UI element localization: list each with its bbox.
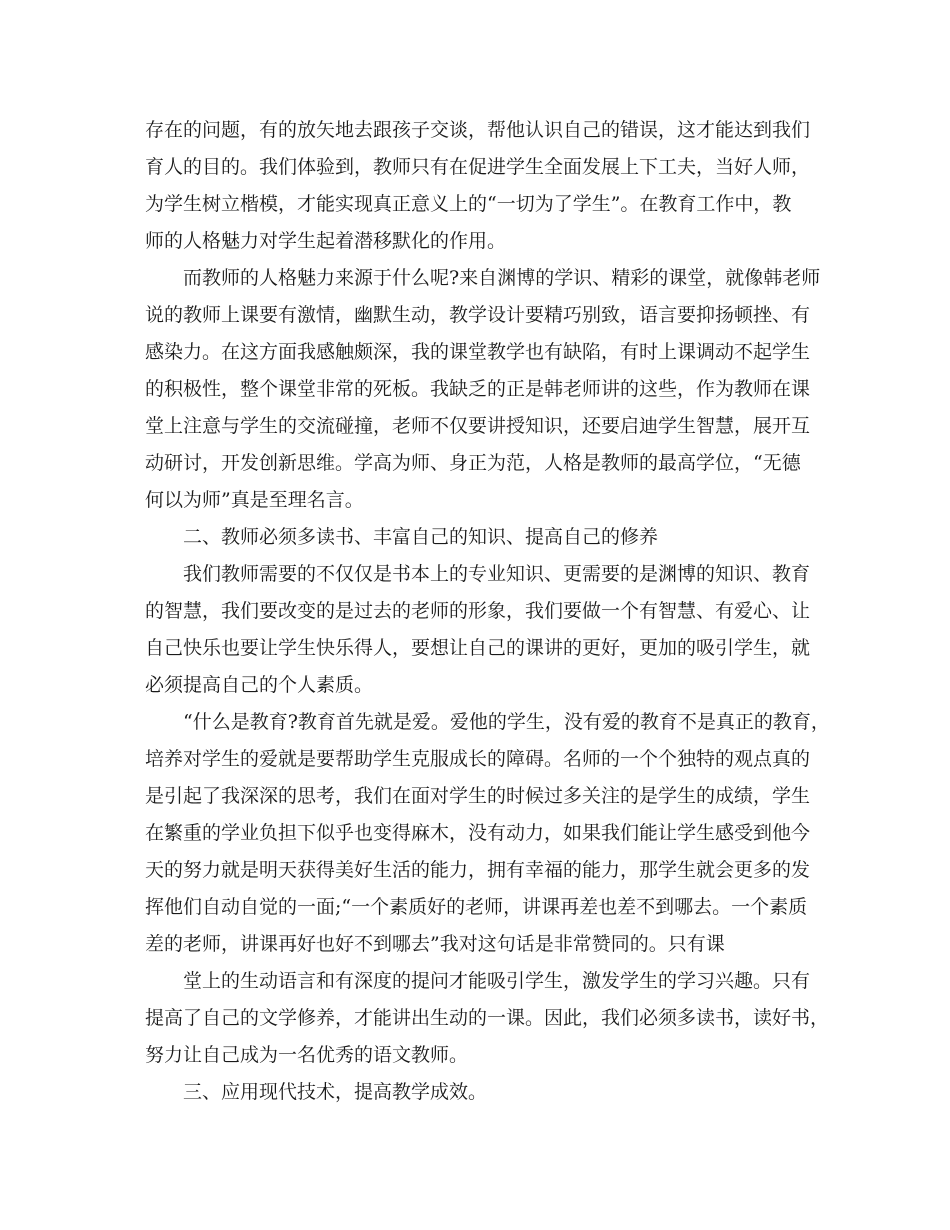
text-line: 自己快乐也要让学生快乐得人，要想让自己的课讲的更好，更加的吸引学生，就 xyxy=(145,637,811,659)
text-line: 为学生树立楷模，才能实现真正意义上的“一切为了学生”。在教育工作中，教 xyxy=(145,193,792,215)
text-line: 存在的问题，有的放矢地去跟孩子交谈，帮他认识自己的错误，这才能达到我们 xyxy=(145,119,811,141)
text-line: 在繁重的学业负担下似乎也变得麻木，没有动力，如果我们能让学生感受到他今 xyxy=(145,822,811,844)
text-line: 天的努力就是明天获得美好生活的能力，拥有幸福的能力，那学生就会更多的发 xyxy=(145,859,811,881)
text-line: 堂上注意与学生的交流碰撞，老师不仅要讲授知识，还要启迪学生智慧，展开互 xyxy=(145,415,811,437)
text-line: 感染力。在这方面我感触颇深，我的课堂教学也有缺陷，有时上课调动不起学生 xyxy=(145,341,811,363)
paragraph-first-line: “什么是教育?教育首先就是爱。爱他的学生，没有爱的教育不是真正的教育， xyxy=(183,711,830,733)
text-line: 育人的目的。我们体验到，教师只有在促进学生全面发展上下工夫，当好人师， xyxy=(145,156,811,178)
text-line: 挥他们自动自觉的一面;“一个素质好的老师，讲课再差也差不到哪去。一个素质 xyxy=(145,896,808,918)
section-heading: 二、教师必须多读书、丰富自己的知识、提高自己的修养 xyxy=(183,526,659,548)
text-line: 是引起了我深深的思考，我们在面对学生的时候过多关注的是学生的成绩，学生 xyxy=(145,785,811,807)
text-line: 动研讨，开发创新思维。学高为师、身正为范，人格是教师的最高学位，“无德 xyxy=(145,452,801,474)
text-line: 的积极性，整个课堂非常的死板。我缺乏的正是韩老师讲的这些，作为教师在课 xyxy=(145,378,811,400)
text-line: 差的老师，讲课再好也好不到哪去”我对这句话是非常赞同的。只有课 xyxy=(145,933,725,955)
text-line: 培养对学生的爱就是要帮助学生克服成长的障碍。名师的一个个独特的观点真的 xyxy=(145,748,811,770)
text-line: 的智慧，我们要改变的是过去的老师的形象，我们要做一个有智慧、有爱心、让 xyxy=(145,600,811,622)
section-heading: 三、应用现代技术，提高教学成效。 xyxy=(183,1081,488,1103)
text-line: 努力让自己成为一名优秀的语文教师。 xyxy=(145,1044,469,1066)
text-line: 说的教师上课要有激情，幽默生动，教学设计要精巧别致，语言要抑扬顿挫、有 xyxy=(145,304,811,326)
text-line: 必须提高自己的个人素质。 xyxy=(145,674,374,696)
text-line: 提高了自己的文学修养，才能讲出生动的一课。因此，我们必须多读书，读好书， xyxy=(145,1007,830,1029)
text-line: 何以为师”真是至理名言。 xyxy=(145,489,364,511)
paragraph-first-line: 而教师的人格魅力来源于什么呢?来自渊博的学识、精彩的课堂，就像韩老师 xyxy=(183,267,821,289)
text-line: 师的人格魅力对学生起着潜移默化的作用。 xyxy=(145,230,507,252)
paragraph-first-line: 我们教师需要的不仅仅是书本上的专业知识、更需要的是渊博的知识、教育 xyxy=(183,563,811,585)
paragraph-first-line: 堂上的生动语言和有深度的提问才能吸引学生，激发学生的学习兴趣。只有 xyxy=(183,970,811,992)
